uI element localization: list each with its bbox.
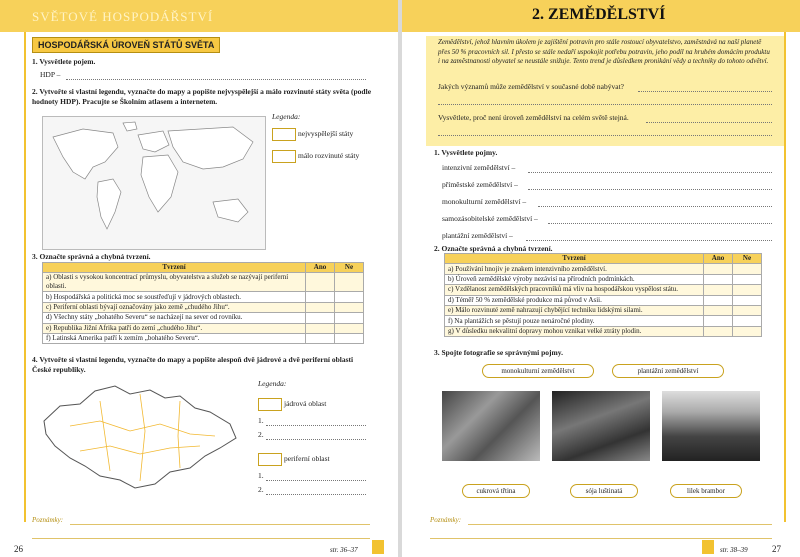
r-q3-heading: 3. Spojte fotografie se správnými pojmy.	[434, 348, 563, 357]
photo-sugarcane[interactable]	[662, 391, 760, 461]
no-cell[interactable]	[335, 313, 364, 323]
table-row: b) Hospodářská a politická moc se soustřeďují v jádrových oblastech.	[43, 292, 306, 302]
table-row: a) Používání hnojiv je znakem intenzivního zemědělství.	[445, 264, 704, 274]
col-header-statement: Tvrzení	[445, 254, 704, 264]
legend2-label: Legenda:	[258, 379, 287, 388]
right-page-number: 27	[772, 544, 781, 554]
q1-answer-line[interactable]	[66, 79, 366, 80]
left-header-bar	[0, 0, 398, 32]
term-monoculture: monokulturní zemědělství –	[442, 197, 527, 206]
term-line[interactable]	[528, 172, 772, 173]
right-corner-mark	[702, 540, 714, 554]
section-title: HOSPODÁŘSKÁ ÚROVEŇ STÁTŮ SVĚTA	[32, 37, 220, 53]
yes-cell[interactable]	[704, 316, 733, 326]
right-notes-line[interactable]	[468, 524, 772, 525]
intro-question-2: Vysvětlete, proč není úroveň zemědělství na celém světě stejná.	[438, 113, 629, 122]
czech-map-outline	[40, 376, 240, 494]
left-header-title: SVĚTOVÉ HOSPODÁŘSTVÍ	[32, 9, 214, 24]
table-row: e) Republika Jižní Afrika patří do zemí „chudého Jihu“.	[43, 323, 306, 333]
core-1-number: 1.	[258, 416, 264, 425]
photo-potatoes[interactable]	[552, 391, 650, 461]
core-2-number: 2.	[258, 430, 264, 439]
legend-periphery: periferní oblast	[284, 454, 330, 463]
photo-label-sugarcane[interactable]: cukrová třtina	[462, 484, 530, 498]
right-header-bar	[402, 0, 800, 32]
q1-term: HDP –	[40, 70, 61, 79]
no-cell[interactable]	[733, 316, 762, 326]
right-tf-table	[444, 253, 762, 337]
table-row: c) Vzdělanost zemědělských pracovníků má vliv na hospodářskou vyspělost státu.	[445, 285, 704, 295]
core-1-line[interactable]	[266, 425, 366, 426]
no-cell[interactable]	[733, 274, 762, 284]
right-page-ref: str. 38–39	[720, 546, 748, 554]
table-row: f) Na plantážích se pěstují pouze nenáročné plodiny.	[445, 316, 704, 326]
term-subsistence: samozásobitelské zemědělství –	[442, 214, 538, 223]
term-line[interactable]	[528, 189, 772, 190]
no-cell[interactable]	[335, 302, 364, 312]
left-page-number: 26	[14, 544, 23, 554]
no-cell[interactable]	[733, 295, 762, 305]
no-cell[interactable]	[335, 273, 364, 292]
col-header-yes: Ano	[306, 263, 335, 273]
legend-label: Legenda:	[272, 112, 301, 121]
intro-q1-line[interactable]	[638, 91, 772, 92]
photo-soybeans[interactable]	[442, 391, 540, 461]
left-tf-table	[42, 262, 364, 344]
yes-cell[interactable]	[306, 292, 335, 302]
table-row: f) Latinská Amerika patří k zemím „bohatého Severu“.	[43, 333, 306, 343]
yes-cell[interactable]	[704, 264, 733, 274]
intro-text: Zemědělství, jehož hlavním úkolem je zajištění potravin pro stále rostoucí obyvatelstvo, zaměstnává na naší planetě přes 50 % pracovních sil. I přesto se stále nedaří uspokojit potřebu potravin, jeho podíl na hrubém domácím produktu i na zaměstnanosti obyvatel se neustále snižuje. Tento trend je důsledkem pronikání vědy a techniky do tohoto odvětví.	[438, 38, 770, 65]
yes-cell[interactable]	[306, 323, 335, 333]
yes-cell[interactable]	[306, 273, 335, 292]
legend-box-periphery[interactable]	[258, 453, 282, 466]
r-q2-heading: 2. Označte správná a chybná tvrzení.	[434, 244, 553, 253]
intro-q2-line-2[interactable]	[438, 135, 772, 136]
periphery-1-line[interactable]	[266, 480, 366, 481]
right-header-title: 2. ZEMĚDĚLSTVÍ	[532, 6, 666, 23]
col-header-statement: Tvrzení	[43, 263, 306, 273]
legend-box-developed[interactable]	[272, 128, 296, 141]
yes-cell[interactable]	[704, 295, 733, 305]
col-header-no: Ne	[733, 254, 762, 264]
left-notes-label: Poznámky:	[32, 516, 64, 524]
czech-map[interactable]	[40, 376, 240, 494]
concept-plantation[interactable]: plantážní zemědělství	[612, 364, 724, 378]
term-line[interactable]	[538, 206, 772, 207]
yes-cell[interactable]	[306, 313, 335, 323]
right-page	[402, 0, 800, 557]
term-suburban: příměstské zemědělství –	[442, 180, 518, 189]
term-line[interactable]	[548, 223, 772, 224]
term-intensive: intenzivní zemědělství –	[442, 163, 516, 172]
left-notes-line[interactable]	[70, 524, 370, 525]
left-notes-line-2[interactable]	[32, 538, 370, 539]
legend-core: jádrová oblast	[284, 399, 327, 408]
no-cell[interactable]	[335, 323, 364, 333]
world-map-outline	[43, 117, 265, 249]
right-notes-label: Poznámky:	[430, 516, 462, 524]
yes-cell[interactable]	[704, 326, 733, 336]
core-2-line[interactable]	[266, 439, 366, 440]
left-page	[0, 0, 398, 557]
left-page-ref: str. 36–37	[330, 546, 358, 554]
table-row: a) Oblasti s vysokou koncentrací průmyslu, obyvatelstva a služeb se nazývají periferní oblasti.	[43, 273, 306, 292]
legend-box-core[interactable]	[258, 398, 282, 411]
concept-monoculture[interactable]: monokulturní zemědělství	[482, 364, 594, 378]
q4-heading: 4. Vytvořte si vlastní legendu, vyznačte do mapy a popište alespoň dvě jádrové a dvě periferní oblasti České republiky.	[32, 355, 354, 374]
periphery-2-line[interactable]	[266, 494, 366, 495]
table-row: d) Téměř 50 % zemědělské produkce má původ v Asii.	[445, 295, 704, 305]
term-line[interactable]	[526, 240, 772, 241]
q1-heading: 1. Vysvětlete pojem.	[32, 57, 96, 66]
yes-cell[interactable]	[704, 285, 733, 295]
yes-cell[interactable]	[306, 333, 335, 343]
right-margin-line	[784, 32, 786, 522]
intro-question-1: Jakých významů může zemědělství v současné době nabývat?	[438, 82, 624, 91]
periphery-2-number: 2.	[258, 485, 264, 494]
intro-q2-line[interactable]	[646, 122, 772, 123]
yes-cell[interactable]	[704, 305, 733, 315]
table-row: g) V důsledku nekvalitní dopravy mohou vznikat velké ztráty plodin.	[445, 326, 704, 336]
periphery-1-number: 1.	[258, 471, 264, 480]
no-cell[interactable]	[335, 333, 364, 343]
left-margin-line	[24, 32, 26, 522]
col-header-no: Ne	[335, 263, 364, 273]
yes-cell[interactable]	[704, 274, 733, 284]
term-plantation: plantážní zemědělství –	[442, 231, 513, 240]
table-row: d) Všechny státy „bohatého Severu“ se nacházejí na sever od rovníku.	[43, 313, 306, 323]
table-row: e) Málo rozvinuté země nahrazují chybějící techniku lidskými silami.	[445, 305, 704, 315]
table-row: c) Periferní oblasti bývají označovány jako země „chudého Jihu“.	[43, 302, 306, 312]
no-cell[interactable]	[733, 305, 762, 315]
no-cell[interactable]	[335, 292, 364, 302]
world-map[interactable]	[42, 116, 266, 250]
left-corner-mark	[372, 540, 384, 554]
q3-heading: 3. Označte správná a chybná tvrzení.	[32, 252, 151, 261]
legend-developed: nejvyspělejší státy	[298, 129, 354, 138]
legend-underdeveloped: málo rozvinuté státy	[298, 151, 360, 160]
legend-box-underdeveloped[interactable]	[272, 150, 296, 163]
no-cell[interactable]	[733, 285, 762, 295]
no-cell[interactable]	[733, 264, 762, 274]
no-cell[interactable]	[733, 326, 762, 336]
table-row: b) Úroveň zemědělské výroby nezávisí na přírodních podmínkách.	[445, 274, 704, 284]
photo-label-potato[interactable]: lilek brambor	[670, 484, 742, 498]
intro-q1-line-2[interactable]	[438, 104, 772, 105]
photo-label-soy[interactable]: sója luštinatá	[570, 484, 638, 498]
right-notes-line-2[interactable]	[430, 538, 772, 539]
q2-heading: 2. Vytvořte si vlastní legendu, vyznačte do mapy a popište nejvyspělejší a málo rozvinuté státy světa (podle hodnoty HDP). Pracujte se Školním atlasem a internetem.	[32, 87, 372, 106]
yes-cell[interactable]	[306, 302, 335, 312]
r-q1-heading: 1. Vysvětlete pojmy.	[434, 148, 498, 157]
col-header-yes: Ano	[704, 254, 733, 264]
